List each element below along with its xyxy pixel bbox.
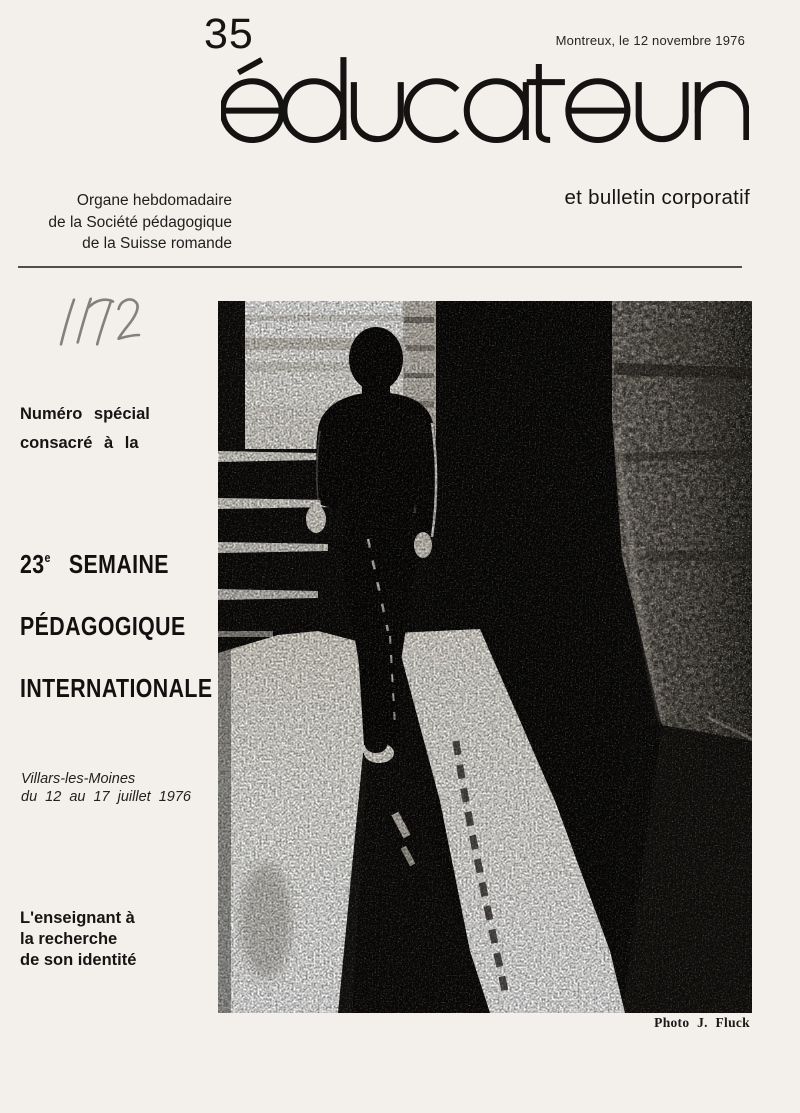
organ-line: Organe hebdomadaire: [76, 192, 232, 209]
handwritten-number: [52, 296, 148, 353]
intro-text: [20, 400, 150, 458]
film-grain: [218, 301, 752, 1013]
intro-line: consacré à la: [20, 434, 139, 452]
feature-number: 23: [20, 549, 45, 579]
masthead-logo: [221, 45, 749, 164]
theme-line: de son identité: [20, 950, 137, 969]
feature-word: SEMAINE: [68, 549, 169, 579]
organ-line: de la Suisse romande: [82, 235, 232, 252]
cover-photo-art: [218, 301, 752, 1013]
event-date: du 12 au 17 juillet 1976: [21, 789, 191, 805]
cover-photo: [218, 301, 752, 1013]
header-divider: [18, 266, 742, 268]
organ-line: de la Société pédagogique: [48, 213, 232, 231]
issue-number: 35: [204, 10, 254, 58]
feature-ordinal: e: [44, 550, 51, 565]
feature-title-line3: INTERNATIONALE: [20, 673, 213, 703]
bulletin-subtitle: et bulletin corporatif: [564, 186, 750, 209]
handwriting-art: [52, 296, 148, 348]
intro-line: Numéro spécial: [20, 405, 150, 423]
feature-title-line2: PÉDAGOGIQUE: [20, 611, 186, 641]
theme-line: L'enseignant à: [20, 909, 135, 927]
event-info: [21, 770, 191, 806]
organ-subtitle: [18, 190, 232, 255]
theme-text: [20, 908, 136, 970]
masthead-wordmark-art: [221, 45, 749, 159]
dateline: Montreux, le 12 novembre 1976: [555, 33, 745, 48]
theme-line: la recherche: [20, 929, 118, 948]
photo-credit: Photo J. Fluck: [654, 1015, 750, 1030]
event-place: Villars-les-Moines: [21, 771, 136, 787]
